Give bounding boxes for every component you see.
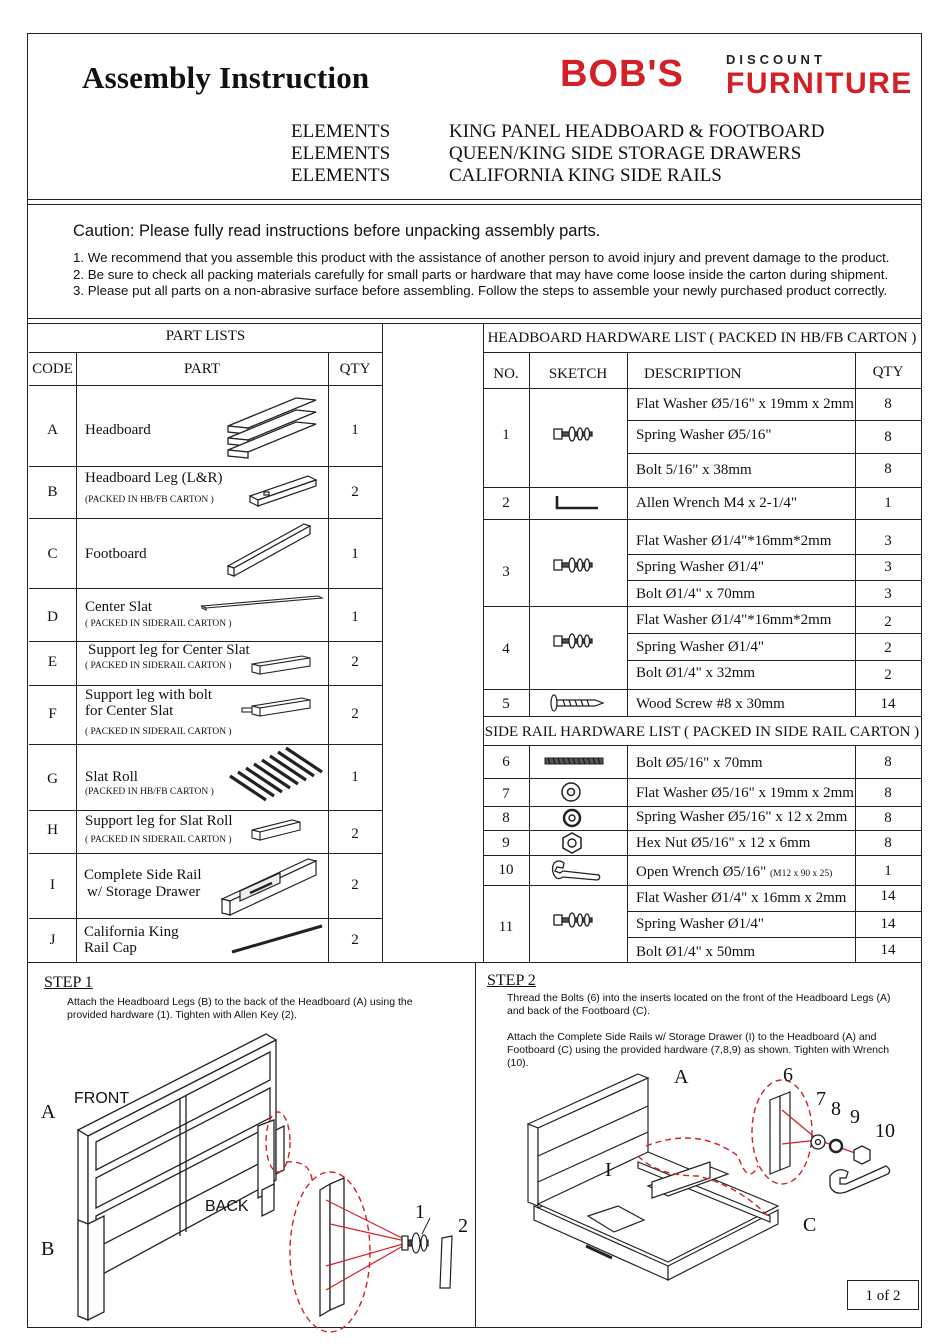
brand-logo: [560, 52, 915, 98]
hw-qty: 1: [884, 495, 892, 511]
col-part: PART: [183, 361, 221, 377]
sr-hardware-title: SIDE RAIL HARDWARE LIST ( PACKED IN SIDE RAIL CARTON ): [484, 724, 920, 740]
logo-bobs: BOB'S: [560, 53, 684, 95]
hw-qty: 1: [884, 863, 892, 879]
part-code: G: [47, 771, 58, 787]
headboard-leg-sketch: [248, 472, 328, 512]
step1-title: STEP 1: [44, 974, 93, 991]
part-note: (PACKED IN HB/FB CARTON ): [85, 495, 214, 505]
hw-desc: Bolt 5/16" x 38mm: [636, 462, 752, 478]
hw-no: 1: [502, 427, 510, 443]
elements-label-3: ELEMENTS: [291, 165, 391, 186]
hw-desc: Bolt Ø5/16" x 70mm: [636, 755, 763, 771]
hw-desc: Bolt Ø1/4" x 50mm: [636, 944, 756, 960]
label-6: 6: [783, 1064, 793, 1086]
label-a: A: [41, 1101, 56, 1123]
bolt-set-icon: [552, 425, 598, 443]
page-title: Assembly Instruction: [82, 60, 370, 95]
caution-notes: [73, 250, 890, 300]
hw-qty: 14: [880, 696, 896, 712]
col-qty: QTY: [339, 361, 371, 377]
label-9: 9: [850, 1106, 860, 1128]
label-a: A: [674, 1066, 689, 1088]
part-code: F: [48, 706, 57, 722]
step2-text-1: Thread the Bolts (6) into the inserts located on the front of the Headboard Legs (A) and back of the Footboard (C).: [507, 992, 891, 1017]
slat-roll-leg-sketch: [250, 816, 320, 844]
label-back: BACK: [205, 1198, 249, 1215]
col-sketch: SKETCH: [548, 366, 608, 382]
col-qty: QTY: [872, 364, 904, 380]
label-7: 7: [816, 1088, 826, 1110]
part-name: Support leg for Center Slat: [88, 642, 250, 658]
headboard-sketch: [220, 390, 320, 462]
part-name: Headboard Leg (L&R): [85, 470, 223, 486]
part-name-2: w/ Storage Drawer: [87, 884, 201, 900]
divider: [27, 199, 922, 200]
part-qty: 2: [351, 877, 359, 893]
part-name: Slat Roll: [85, 769, 138, 785]
footboard-sketch: [226, 520, 326, 582]
hw-qty: 2: [884, 640, 892, 656]
part-qty: 1: [351, 609, 359, 625]
page-number: 1 of 2: [847, 1280, 919, 1310]
slat-roll-sketch: [226, 748, 326, 806]
col-code: CODE: [32, 361, 73, 377]
hw-desc: Spring Washer Ø1/4": [636, 639, 764, 655]
hw-qty: 3: [884, 533, 892, 549]
hw-no: 11: [498, 919, 514, 935]
hw-qty: 3: [884, 559, 892, 575]
hw-desc: Spring Washer Ø1/4": [636, 559, 764, 575]
part-name: Complete Side Rail: [84, 867, 202, 883]
label-8: 8: [831, 1098, 841, 1120]
label-front: FRONT: [74, 1090, 130, 1107]
hw-qty: 2: [884, 667, 892, 683]
part-code: J: [49, 932, 56, 948]
elements-name-3: CALIFORNIA KING SIDE RAILS: [449, 165, 722, 186]
hw-qty: 14: [880, 888, 896, 904]
part-note: ( PACKED IN SIDERAIL CARTON ): [85, 835, 232, 845]
logo-discount: DISCOUNT: [726, 52, 826, 67]
divider: [27, 204, 922, 205]
part-name: Footboard: [85, 546, 147, 562]
open-wrench-icon: [551, 859, 603, 883]
part-name: Headboard: [85, 422, 151, 438]
part-name: California King: [84, 924, 179, 940]
hw-desc: Allen Wrench M4 x 2-1/4": [636, 495, 798, 511]
hw-desc: Flat Washer Ø1/4"*16mm*2mm: [636, 612, 832, 628]
elements-label-1: ELEMENTS: [291, 121, 391, 142]
part-code: I: [50, 877, 55, 893]
hw-desc: Wood Screw #8 x 30mm: [636, 696, 785, 712]
step2-text-2: Attach the Complete Side Rails w/ Storage Drawer (I) to the Headboard (A) and Footboard (C) using the provided hardware (7,8,9) as shown. Tighten with Wrench (10).: [507, 1031, 890, 1069]
part-qty: 2: [351, 932, 359, 948]
part-qty: 1: [351, 769, 359, 785]
hw-no: 6: [502, 754, 510, 770]
bolt-set-icon: [552, 632, 598, 650]
hw-qty: 8: [884, 429, 892, 445]
hw-qty: 8: [884, 461, 892, 477]
hw-desc: Flat Washer Ø1/4"*16mm*2mm: [636, 533, 832, 549]
hw-desc: Spring Washer Ø1/4": [636, 916, 764, 932]
part-note: (PACKED IN HB/FB CARTON ): [85, 787, 214, 797]
part-code: E: [47, 654, 58, 670]
hw-desc: Open Wrench Ø5/16" (M12 x 90 x 25): [636, 864, 833, 880]
hw-desc: Bolt Ø1/4" x 70mm: [636, 586, 756, 602]
part-note: ( PACKED IN SIDERAIL CARTON ): [85, 727, 232, 737]
hb-hardware-title: HEADBOARD HARDWARE LIST ( PACKED IN HB/FB CARTON ): [487, 330, 917, 346]
hw-qty: 8: [884, 396, 892, 412]
hw-no: 7: [502, 786, 510, 802]
part-qty: 2: [351, 706, 359, 722]
hw-no: 2: [502, 495, 510, 511]
flat-washer-icon: [560, 781, 584, 803]
part-name: Support leg with bolt: [85, 687, 213, 703]
caution-note-1: 1. We recommend that you assemble this product with the assistance of another person to avoid injury and prevent damage to the product.: [73, 250, 890, 265]
label-b: B: [41, 1238, 55, 1260]
threaded-bolt-icon: [544, 756, 606, 766]
hw-qty: 8: [884, 754, 892, 770]
logo-furniture: FURNITURE: [726, 67, 913, 100]
side-rail-sketch: [220, 855, 328, 917]
hw-no: 10: [498, 862, 514, 878]
bolt-set-icon: [552, 556, 598, 574]
part-qty: 1: [351, 422, 359, 438]
hw-desc: Bolt Ø1/4" x 32mm: [636, 665, 756, 681]
part-code: H: [47, 822, 58, 838]
hw-no: 4: [502, 641, 510, 657]
hw-no: 9: [502, 835, 510, 851]
divider: [27, 323, 922, 324]
label-10: 10: [875, 1120, 895, 1142]
spring-washer-icon: [562, 808, 582, 828]
elements-label-2: ELEMENTS: [291, 143, 391, 164]
step1-diagram: [30, 1030, 470, 1325]
part-qty: 2: [351, 826, 359, 842]
hw-desc-small: (M12 x 90 x 25): [769, 869, 833, 879]
hw-desc: Flat Washer Ø1/4" x 16mm x 2mm: [636, 890, 847, 906]
hw-desc: Flat Washer Ø5/16" x 19mm x 2mm: [636, 396, 854, 412]
caution-note-3: 3. Please put all parts on a non-abrasive surface before assembling. Follow the steps to assemble your newly purchased product correctly.: [73, 283, 888, 298]
hw-qty: 8: [884, 810, 892, 826]
col-no: NO.: [493, 366, 519, 382]
rail-cap-sketch: [230, 922, 326, 956]
hw-desc: Flat Washer Ø5/16" x 19mm x 2mm: [636, 785, 854, 801]
label-2: 2: [458, 1215, 468, 1237]
hw-no: 5: [502, 696, 510, 712]
allen-wrench-icon: [554, 494, 604, 512]
hw-desc: Spring Washer Ø5/16" x 12 x 2mm: [636, 809, 848, 825]
elements-name-2: QUEEN/KING SIDE STORAGE DRAWERS: [449, 143, 802, 164]
step1-text: Attach the Headboard Legs (B) to the back of the Headboard (A) using the provided hardware (1). Tighten with Allen Key (2).: [67, 996, 413, 1021]
caution-note-2: 2. Be sure to check all packing materials carefully for small parts or hardware that may have come loose inside the carton during shipment.: [73, 266, 889, 282]
part-code: A: [47, 422, 58, 438]
hw-no: 3: [502, 564, 510, 580]
hw-no: 8: [502, 810, 510, 826]
part-list-title: PART LISTS: [165, 328, 246, 344]
support-leg-bolt-sketch: [240, 692, 320, 722]
bolt-set-icon: [552, 911, 598, 929]
part-name: Center Slat: [85, 599, 153, 615]
hw-qty: 14: [880, 916, 896, 932]
wood-screw-icon: [549, 694, 605, 712]
part-name-2: for Center Slat: [85, 703, 174, 719]
hw-qty: 8: [884, 785, 892, 801]
hw-qty: 3: [884, 586, 892, 602]
hw-qty: 8: [884, 835, 892, 851]
divider: [27, 318, 922, 319]
center-slat-sketch: [200, 594, 325, 614]
hw-desc: Spring Washer Ø5/16": [636, 427, 772, 443]
part-name: Support leg for Slat Roll: [85, 813, 233, 829]
part-note: ( PACKED IN SIDERAIL CARTON ): [85, 661, 232, 671]
part-name-2: Rail Cap: [84, 940, 137, 956]
elements-name-1: KING PANEL HEADBOARD & FOOTBOARD: [449, 121, 825, 142]
divider: [475, 962, 476, 1328]
step2-title: STEP 2: [487, 972, 536, 989]
label-1: 1: [415, 1201, 425, 1223]
caution-title: Caution: Please fully read instructions before unpacking assembly parts.: [73, 222, 601, 240]
part-qty: 2: [351, 654, 359, 670]
label-c: C: [803, 1214, 817, 1236]
hw-desc: Hex Nut Ø5/16" x 12 x 6mm: [636, 835, 811, 851]
label-i: I: [605, 1159, 612, 1181]
col-description: DESCRIPTION: [644, 366, 742, 382]
hw-qty: 2: [884, 614, 892, 630]
hw-qty: 14: [880, 942, 896, 958]
part-code: B: [47, 484, 58, 500]
hex-nut-icon: [561, 832, 583, 854]
part-code: D: [47, 609, 58, 625]
support-leg-sketch: [250, 650, 320, 678]
part-code: C: [47, 546, 58, 562]
part-qty: 1: [351, 546, 359, 562]
part-qty: 2: [351, 484, 359, 500]
part-note: ( PACKED IN SIDERAIL CARTON ): [85, 619, 232, 629]
